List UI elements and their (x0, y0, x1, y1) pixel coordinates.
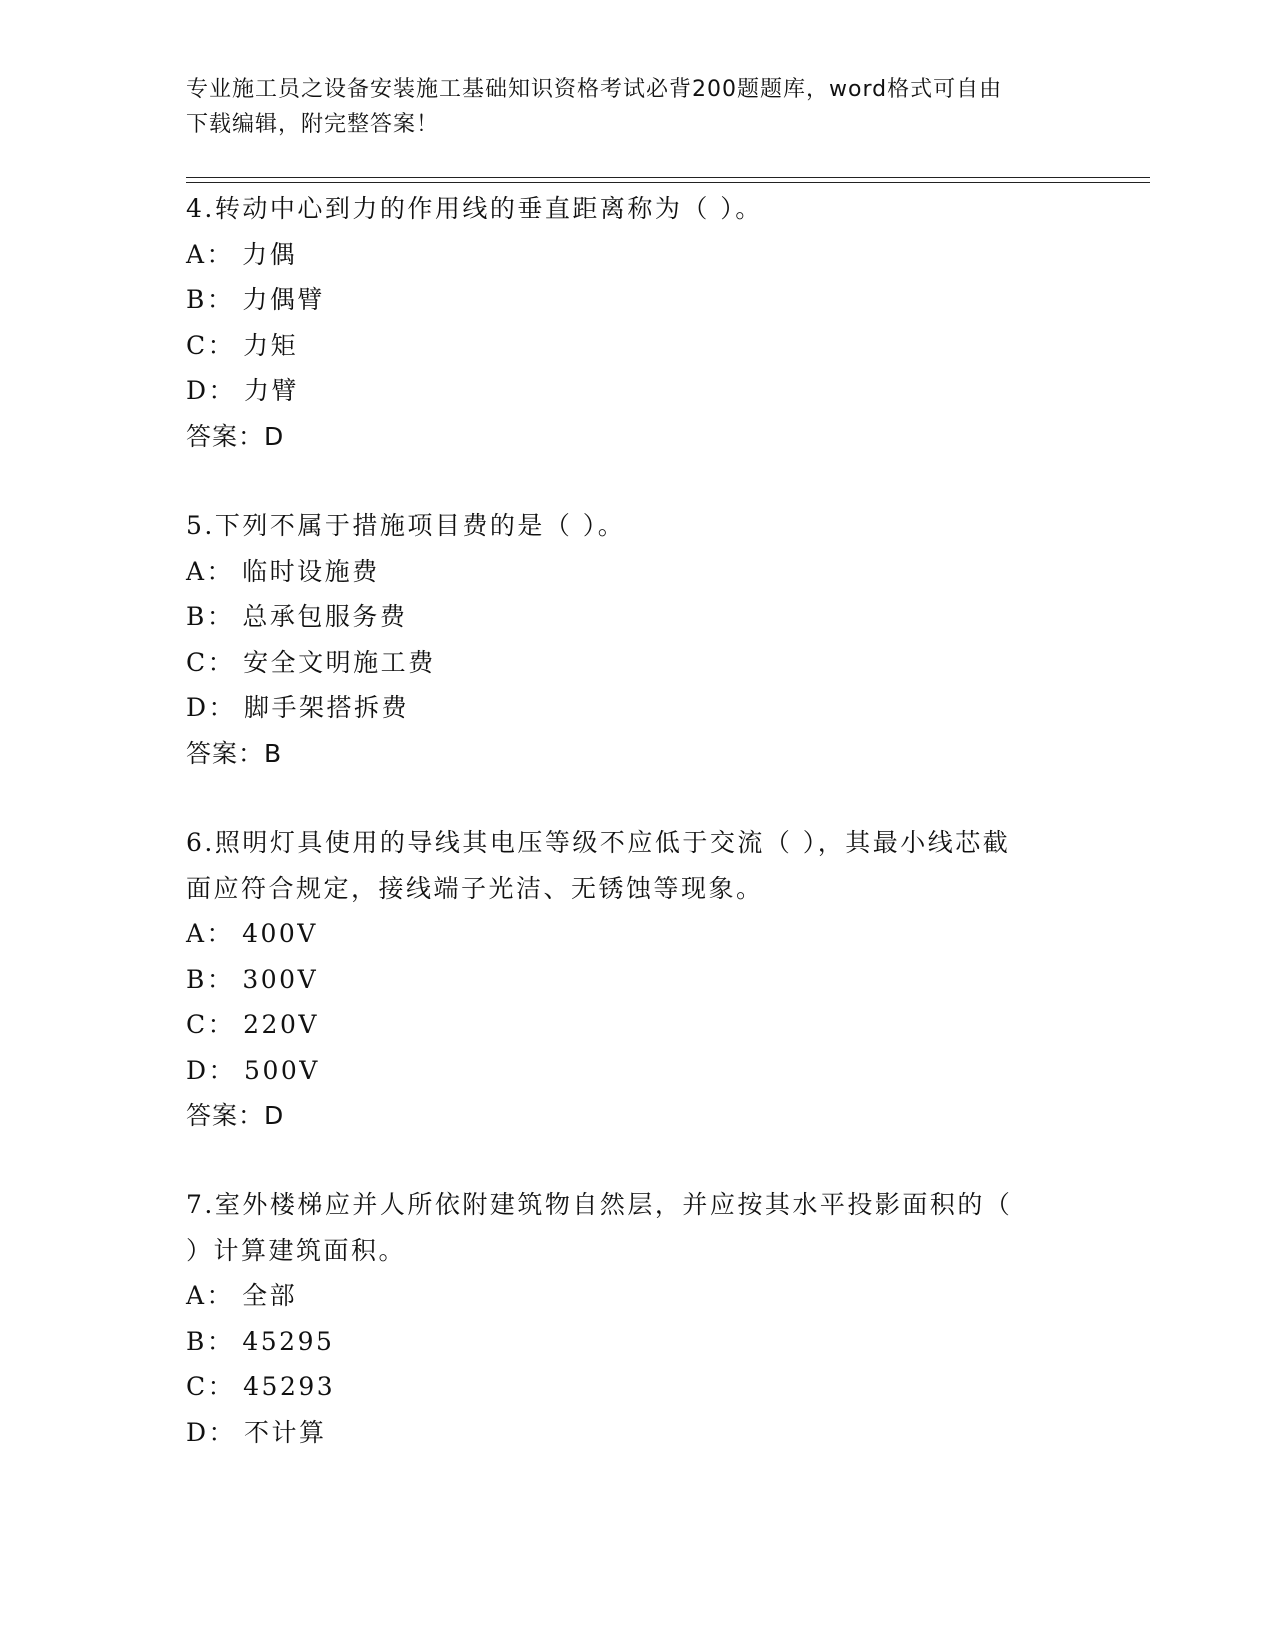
option-a (186, 232, 1086, 278)
option-a (186, 549, 1086, 595)
header-divider-top (186, 177, 1150, 178)
header-divider-bottom (186, 182, 1150, 183)
option-d (186, 368, 1086, 414)
document-header (186, 72, 1066, 142)
option-text: 力矩 (243, 330, 299, 360)
option-text: 300V (242, 964, 319, 994)
option-d (186, 1048, 1086, 1094)
option-b (186, 277, 1086, 323)
option-letter: D： (186, 693, 237, 722)
option-text: 45293 (243, 1372, 336, 1401)
option-b (186, 1319, 1086, 1365)
option-letter: B： (186, 602, 235, 631)
option-letter: D： (186, 376, 237, 405)
question-6 (186, 820, 1086, 1139)
option-text: 总承包服务费 (242, 602, 408, 631)
option-a (186, 911, 1086, 957)
header-line-2: 下载编辑，附完整答案！ (186, 112, 440, 137)
option-letter: B： (186, 1326, 235, 1356)
option-letter: B： (186, 964, 235, 994)
option-text: 临时设施费 (242, 556, 380, 586)
option-d (186, 685, 1086, 731)
option-letter: D： (186, 1055, 237, 1085)
option-text: 全部 (242, 1281, 298, 1310)
option-c (186, 323, 1086, 369)
option-letter: C： (186, 1010, 236, 1039)
option-b (186, 957, 1086, 1003)
option-text: 不计算 (244, 1417, 327, 1447)
option-d (186, 1410, 1086, 1456)
option-letter: C： (186, 647, 236, 677)
option-a (186, 1273, 1086, 1319)
option-text: 力偶 (242, 239, 298, 269)
option-c (186, 640, 1086, 686)
option-letter: B： (186, 285, 235, 314)
option-letter: C： (186, 330, 236, 360)
option-c (186, 1364, 1086, 1410)
option-text: 安全文明施工费 (243, 647, 436, 677)
answer-line: 答案：D (186, 1101, 285, 1130)
option-letter: A： (186, 556, 235, 586)
option-text: 500V (244, 1055, 320, 1085)
question-stem-continued: ）计算建筑面积。 (186, 1235, 407, 1265)
option-letter: A： (186, 1281, 235, 1310)
option-text: 45295 (242, 1326, 335, 1356)
option-text: 220V (243, 1010, 319, 1039)
question-stem: 5.下列不属于措施项目费的是（ ）。 (186, 511, 626, 540)
answer-line: 答案：D (186, 421, 285, 451)
question-stem: 4.转动中心到力的作用线的垂直距离称为（ ）。 (186, 194, 763, 223)
header-line-1: 专业施工员之设备安装施工基础知识资格考试必背200题题库，word格式可自由 (186, 77, 1003, 102)
option-text: 力偶臂 (242, 285, 325, 314)
question-stem-continued: 面应符合规定，接线端子光洁、无锈蚀等现象。 (186, 873, 764, 903)
question-7 (186, 1182, 1086, 1455)
option-text: 400V (242, 919, 318, 948)
option-c (186, 1002, 1086, 1048)
answer-line: 答案：B (186, 738, 283, 768)
option-letter: C： (186, 1372, 236, 1401)
option-text: 脚手架搭拆费 (244, 693, 410, 722)
question-stem: 6.照明灯具使用的导线其电压等级不应低于交流（ ），其最小线芯截 (186, 828, 1011, 857)
option-letter: A： (186, 919, 235, 948)
question-stem: 7.室外楼梯应并人所依附建筑物自然层，并应按其水平投影面积的（ (186, 1190, 1013, 1219)
option-letter: D： (186, 1417, 237, 1447)
option-letter: A： (186, 239, 235, 269)
option-text: 力臂 (244, 376, 300, 405)
option-b (186, 594, 1086, 640)
question-4 (186, 186, 1086, 459)
question-5 (186, 503, 1086, 776)
